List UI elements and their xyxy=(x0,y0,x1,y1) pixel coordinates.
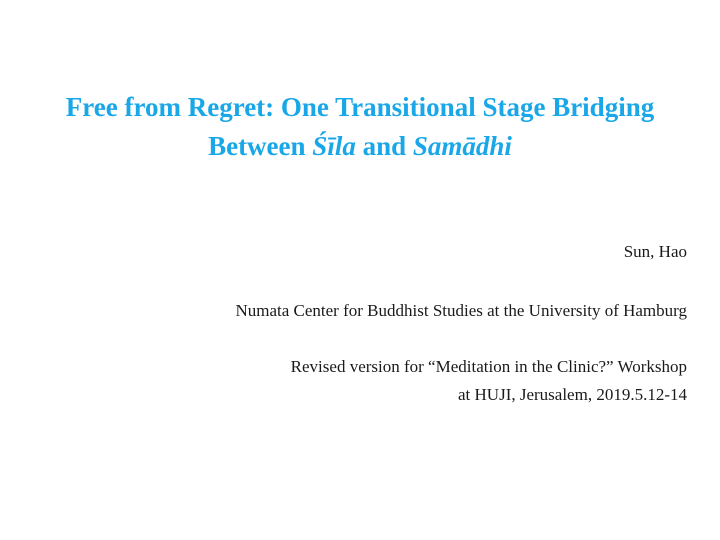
title-line-1: Free from Regret: One Transitional Stage Bridging xyxy=(65,92,655,122)
title-prefix: Between xyxy=(208,131,313,161)
author-affiliation: Numata Center for Buddhist Studies at the University of Hamburg xyxy=(235,301,687,320)
author-name: Sun, Hao xyxy=(623,242,687,261)
slide-title xyxy=(0,88,720,166)
title-line-2 xyxy=(0,127,720,166)
title-term-sila: Śīla xyxy=(312,131,356,161)
title-connector: and xyxy=(355,131,413,161)
venue-line-1: Revised version for “Meditation in the Clinic?” Workshop xyxy=(290,357,687,376)
title-term-samadhi: Samādhi xyxy=(412,131,512,161)
venue-line-2: at HUJI, Jerusalem, 2019.5.12-14 xyxy=(458,385,687,404)
